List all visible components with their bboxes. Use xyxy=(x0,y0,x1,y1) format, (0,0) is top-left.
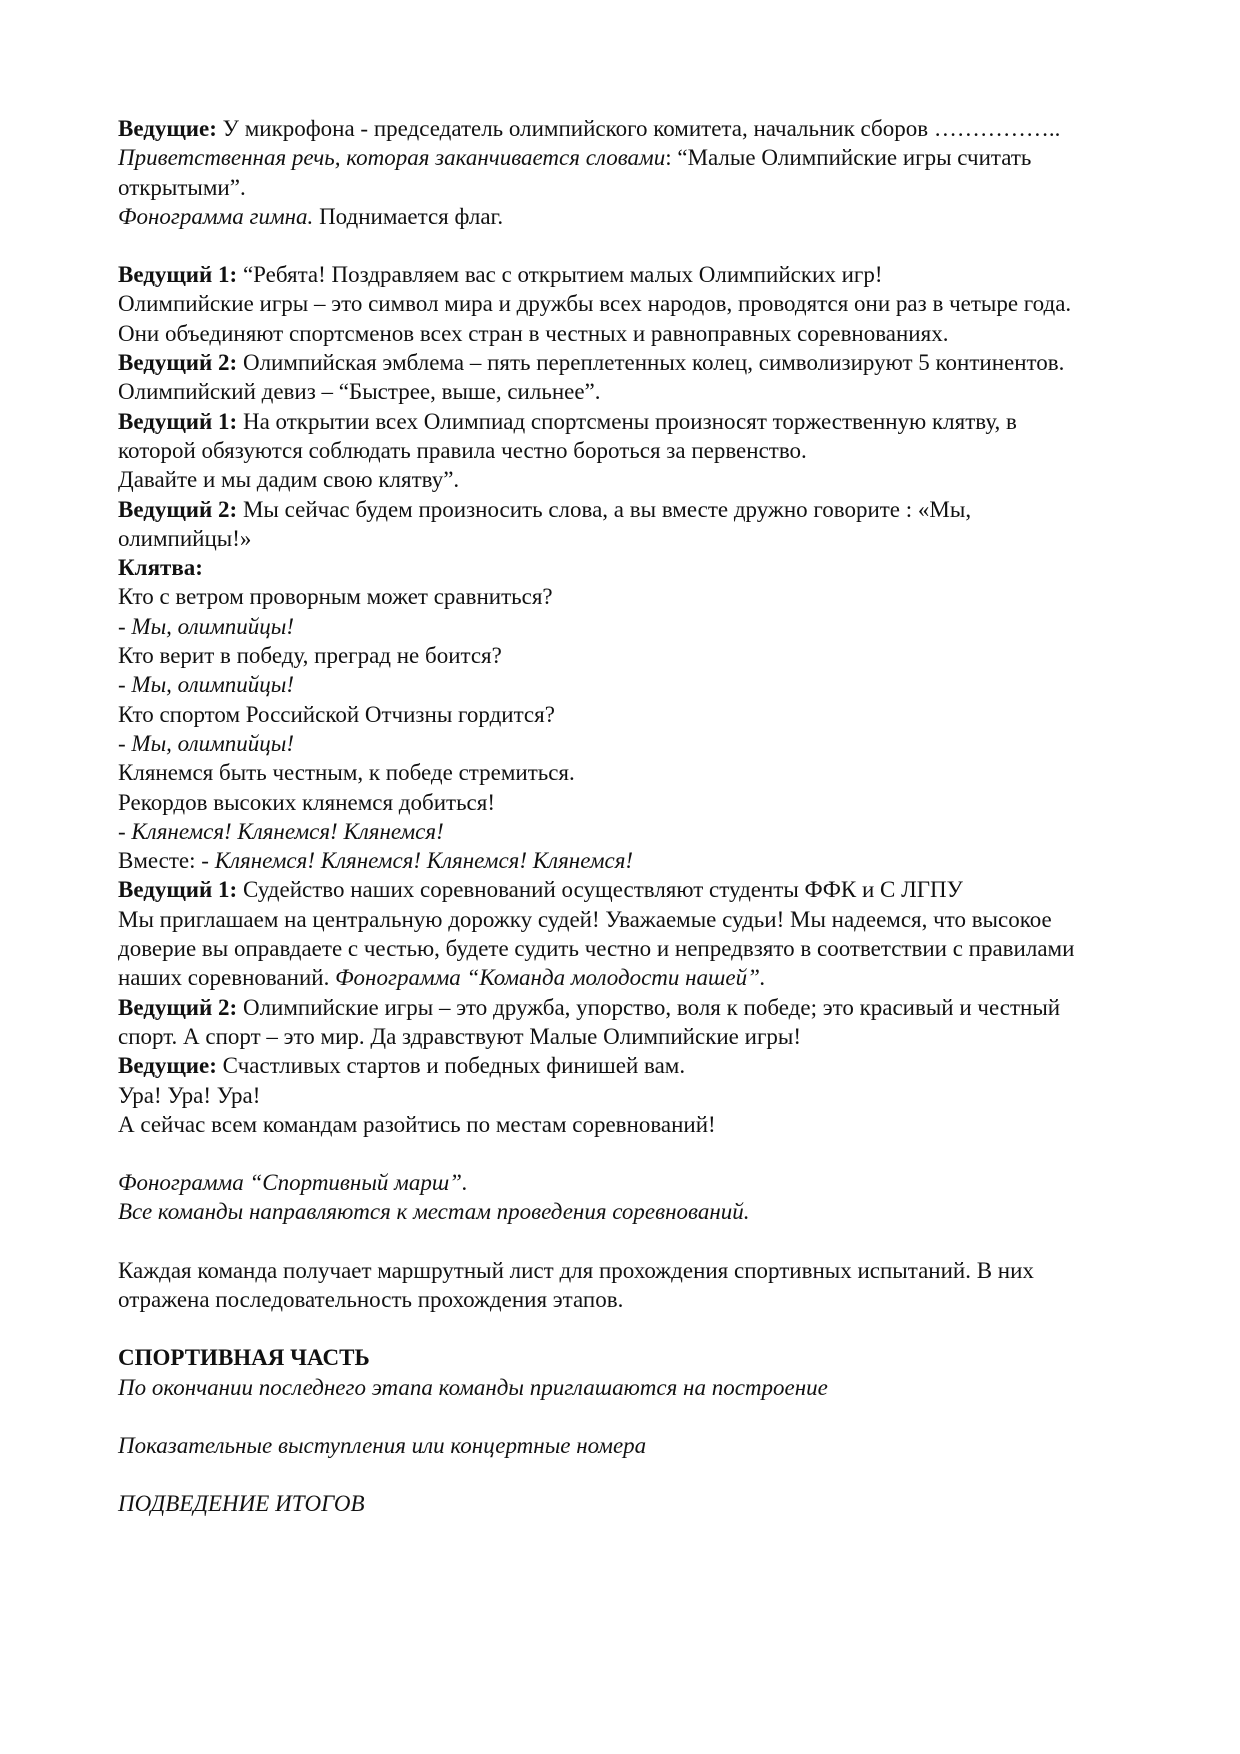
bold-text: Ведущие: xyxy=(118,1053,217,1079)
text-run: Мы сейчас будем произносить слова, а вы вместе дружно говорите : «Мы, xyxy=(237,496,972,522)
text-line xyxy=(118,758,1178,787)
text-line xyxy=(118,582,1178,611)
text-run: “Ребята! Поздравляем вас с открытием малых Олимпийских игр! xyxy=(237,262,883,288)
text-run: доверие вы оправдаете с честью, будете судить честно и непредвзято в соответствии с правилами xyxy=(118,936,1075,962)
text-run: У микрофона - председатель олимпийского комитета, начальник сборов …………….. xyxy=(216,116,1061,141)
text-line xyxy=(118,143,1178,172)
text-line xyxy=(118,1110,1178,1139)
text-run: Рекордов высоких клянемся добиться! xyxy=(118,789,496,815)
italic-text: Приветственная речь, которая заканчивается словами xyxy=(118,145,666,171)
text-line xyxy=(118,407,1178,436)
italic-text: По окончании последнего этапа команды приглашаются на построение xyxy=(118,1374,828,1400)
text-run: На открытии всех Олимпиад спортсмены произносят торжественную клятву, в xyxy=(237,408,1017,434)
text-line xyxy=(118,1285,1178,1314)
text-line xyxy=(118,202,1178,231)
text-line xyxy=(118,1343,1178,1372)
text-line xyxy=(118,1081,1178,1110)
bold-text: Ведущий 2: xyxy=(118,350,238,376)
paragraph-gap xyxy=(118,1402,1178,1431)
text-run: А сейчас всем командам разойтись по местам соревнований! xyxy=(118,1111,716,1137)
text-line xyxy=(118,1256,1178,1285)
italic-text: Фонограмма гимна. xyxy=(118,203,314,229)
text-line xyxy=(118,524,1178,553)
text-run: Кто с ветром проворным может сравниться? xyxy=(118,584,553,610)
italic-text: Показательные выступления или концертные номера xyxy=(118,1432,647,1458)
paragraph-gap xyxy=(118,231,1178,260)
italic-text: Фонограмма “Команда молодости нашей”. xyxy=(335,965,766,991)
text-line xyxy=(118,1051,1178,1080)
text-line xyxy=(118,934,1178,963)
italic-text: - Клянемся! Клянемся! Клянемся! xyxy=(118,818,444,844)
text-run: Судейство наших соревнований осуществляют студенты ФФК и С ЛГПУ xyxy=(237,877,963,903)
text-line xyxy=(118,1022,1178,1051)
text-line xyxy=(118,641,1178,670)
text-line xyxy=(118,465,1178,494)
text-line xyxy=(118,173,1178,202)
text-run: Олимпийская эмблема – пять переплетенных колец, символизируют 5 континентов. xyxy=(237,350,1065,376)
paragraph-gap xyxy=(118,1314,1178,1343)
bold-text: Ведущий 1: xyxy=(118,262,238,288)
text-line xyxy=(118,1431,1178,1460)
text-run: спорт. А спорт – это мир. Да здравствуют Малые Олимпийские игры! xyxy=(118,1023,801,1049)
text-run: : “Малые Олимпийские игры считать xyxy=(665,145,1032,171)
text-line xyxy=(118,905,1178,934)
text-run: Счастливых стартов и победных финишей вам. xyxy=(216,1053,686,1079)
bold-text: Ведущий 1: xyxy=(118,408,238,434)
text-line xyxy=(118,700,1178,729)
bold-text: Ведущие: xyxy=(118,116,217,141)
text-line xyxy=(118,729,1178,758)
text-line xyxy=(118,1168,1178,1197)
text-line xyxy=(118,1489,1178,1518)
text-run: Вместе: - xyxy=(118,848,215,874)
text-run: Кто спортом Российской Отчизны гордится? xyxy=(118,701,555,727)
text-line xyxy=(118,788,1178,817)
text-run: Мы приглашаем на центральную дорожку судей! Уважаемые судьи! Мы надеемся, что высокое xyxy=(118,906,1052,932)
text-run: Олимпийские игры – это символ мира и дружбы всех народов, проводятся они раз в четыре года. xyxy=(118,291,1072,317)
italic-text: - Мы, олимпийцы! xyxy=(118,672,295,698)
text-line xyxy=(118,495,1178,524)
text-run: Давайте и мы дадим свою клятву”. xyxy=(118,467,460,493)
text-line xyxy=(118,993,1178,1022)
paragraph-gap xyxy=(118,1460,1178,1489)
text-line xyxy=(118,612,1178,641)
text-run: отражена последовательность прохождения этапов. xyxy=(118,1286,624,1312)
italic-text: Клянемся! Клянемся! Клянемся! Клянемся! xyxy=(214,848,634,874)
italic-text: Все команды направляются к местам проведения соревнований. xyxy=(118,1199,750,1225)
italic-text: - Мы, олимпийцы! xyxy=(118,613,295,639)
text-run: Каждая команда получает маршрутный лист для прохождения спортивных испытаний. В них xyxy=(118,1257,1034,1283)
bold-text: Ведущий 1: xyxy=(118,877,238,903)
text-run: которой обязуются соблюдать правила честно бороться за первенство. xyxy=(118,437,807,463)
text-line xyxy=(118,114,1178,143)
text-line xyxy=(118,348,1178,377)
text-line xyxy=(118,1197,1178,1226)
text-line xyxy=(118,289,1178,318)
text-run: олимпийцы!» xyxy=(118,525,252,551)
text-line xyxy=(118,436,1178,465)
text-run: наших соревнований. xyxy=(118,965,336,991)
bold-text: Ведущий 2: xyxy=(118,496,238,522)
text-run: Они объединяют спортсменов всех стран в честных и равноправных соревнованиях. xyxy=(118,320,949,346)
text-run: открытыми”. xyxy=(118,174,246,200)
text-line xyxy=(118,670,1178,699)
text-line xyxy=(118,875,1178,904)
text-line xyxy=(118,377,1178,406)
bold-text: Клятва: xyxy=(118,555,203,581)
text-run: Поднимается флаг. xyxy=(313,203,504,229)
italic-text: ПОДВЕДЕНИЕ ИТОГОВ xyxy=(118,1491,365,1517)
text-line xyxy=(118,1373,1178,1402)
text-line xyxy=(118,553,1178,582)
document-body xyxy=(118,114,1178,1518)
text-run: Ура! Ура! Ура! xyxy=(118,1082,261,1108)
text-run: Олимпийский девиз – “Быстрее, выше, сильнее”. xyxy=(118,379,601,405)
paragraph-gap xyxy=(118,1139,1178,1168)
italic-text: Фонограмма “Спортивный марш”. xyxy=(118,1170,468,1196)
paragraph-gap xyxy=(118,1227,1178,1256)
text-run: Клянемся быть честным, к победе стремиться. xyxy=(118,760,575,786)
italic-text: - Мы, олимпийцы! xyxy=(118,730,295,756)
bold-text: Ведущий 2: xyxy=(118,994,238,1020)
bold-text: СПОРТИВНАЯ ЧАСТЬ xyxy=(118,1345,370,1371)
text-line xyxy=(118,260,1178,289)
text-run: Олимпийские игры – это дружба, упорство, воля к победе; это красивый и честный xyxy=(237,994,1061,1020)
text-line xyxy=(118,319,1178,348)
text-line xyxy=(118,963,1178,992)
text-line xyxy=(118,817,1178,846)
text-line xyxy=(118,846,1178,875)
text-run: Кто верит в победу, преград не боится? xyxy=(118,643,502,669)
